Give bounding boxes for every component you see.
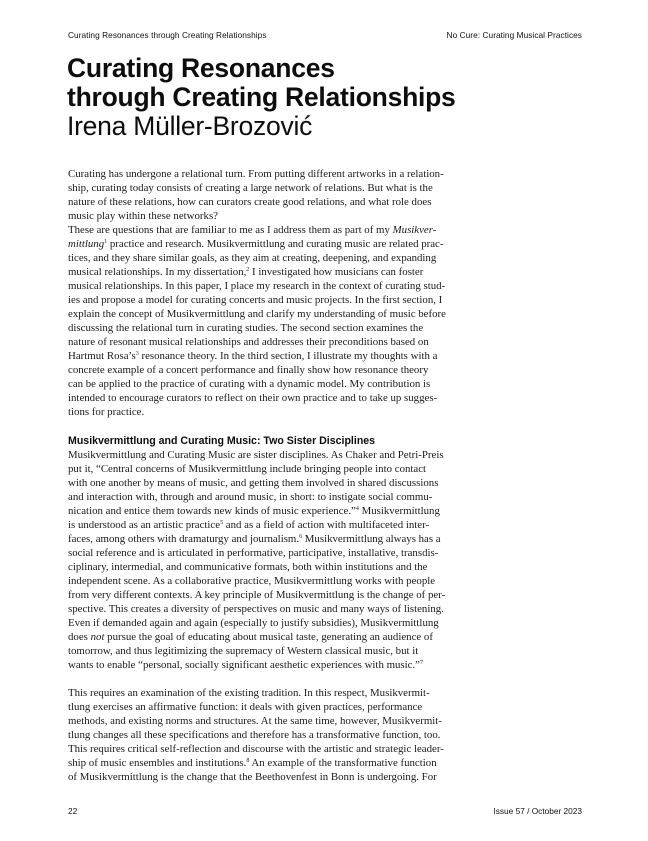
article-body bbox=[68, 167, 460, 784]
page-number: 22 bbox=[68, 806, 78, 816]
paragraph-line bbox=[68, 476, 460, 490]
paragraph-line bbox=[68, 223, 460, 237]
paragraph-line bbox=[68, 363, 460, 377]
line-text: with one another by means of music, and getting them involved in shared discussions bbox=[68, 477, 439, 489]
line-text: pursue the goal of educating about musical taste, generating an audience of bbox=[104, 631, 433, 643]
paragraph-line bbox=[68, 265, 460, 279]
paragraph-line bbox=[68, 237, 460, 251]
line-text: An example of the transformative function bbox=[249, 757, 437, 769]
line-text: This requires critical self-reflection and discourse with the artistic and strategic leader- bbox=[68, 743, 444, 755]
italic-term: not bbox=[90, 631, 105, 643]
paragraph-line bbox=[68, 574, 460, 588]
line-text: Hartmut Rosa’s bbox=[68, 350, 136, 362]
line-text: Musikvermittlung always has a bbox=[302, 533, 441, 545]
paragraph-line bbox=[68, 756, 460, 770]
paragraph-line bbox=[68, 700, 460, 714]
line-text: put it, “Central concerns of Musikvermittlung include bringing people into contact bbox=[68, 463, 427, 475]
line-text: intended to encourage curators to reflect on their own practice and to take up sugges- bbox=[68, 392, 438, 404]
paragraph-line bbox=[68, 546, 460, 560]
paragraph-line bbox=[68, 349, 460, 363]
paragraph-line bbox=[68, 448, 460, 462]
title-block bbox=[67, 54, 567, 141]
article-title-line-2: through Creating Relationships bbox=[67, 82, 456, 112]
paragraph-line bbox=[68, 167, 460, 181]
footnote-ref: 4 bbox=[355, 506, 359, 512]
line-text: Musikvermittlung bbox=[358, 505, 440, 517]
paragraph-line bbox=[68, 686, 460, 700]
paragraph-line bbox=[68, 770, 460, 784]
line-text: I investigated how musicians can foster bbox=[249, 266, 424, 278]
footnote-ref: 6 bbox=[299, 534, 303, 540]
issue-info: Issue 57 / October 2023 bbox=[493, 806, 582, 816]
footnote-ref: 1 bbox=[104, 239, 108, 245]
italic-term: Musikver- bbox=[392, 224, 437, 236]
line-text: social reference and is articulated in performative, participative, installative, transdis- bbox=[68, 547, 439, 559]
line-text: Curating has undergone a relational turn. From putting different artworks in a relation- bbox=[68, 168, 444, 180]
line-text: music play within these networks? bbox=[68, 210, 218, 222]
paragraph-line bbox=[68, 490, 460, 504]
line-text: does bbox=[68, 631, 91, 643]
line-text: ship, curating today consists of creating a large network of relations. But what is the bbox=[68, 182, 433, 194]
line-text: faces, among others with dramaturgy and journalism. bbox=[68, 533, 300, 545]
paragraph-line bbox=[68, 714, 460, 728]
paragraph-line bbox=[68, 742, 460, 756]
line-text: musical relationships. In my dissertation, bbox=[68, 266, 247, 278]
line-text: practice and research. Musikvermittlung and curating music are related prac- bbox=[107, 238, 444, 250]
paragraph-line bbox=[68, 335, 460, 349]
line-text: wants to enable “personal, socially significant aesthetic experiences with music.” bbox=[68, 659, 420, 671]
line-text: These are questions that are familiar to me as I address them as part of my bbox=[68, 224, 393, 236]
line-text: from very different contexts. A key principle of Musikvermittlung is the change of per- bbox=[68, 589, 446, 601]
paragraph-line bbox=[68, 532, 460, 546]
paragraph-line bbox=[68, 462, 460, 476]
line-text: musical relationships. In this paper, I place my research in the context of curating stud- bbox=[68, 280, 446, 292]
line-text: concrete example of a concert performance and finally show how resonance theory bbox=[68, 364, 429, 376]
paragraph-line bbox=[68, 279, 460, 293]
paragraph-line bbox=[68, 644, 460, 658]
line-text: tomorrow, and thus legitimizing the supremacy of Western classical music, but it bbox=[68, 645, 419, 657]
paragraph-line bbox=[68, 307, 460, 321]
paragraph-line bbox=[68, 209, 460, 223]
footnote-ref: 3 bbox=[135, 351, 139, 357]
paragraph-line bbox=[68, 251, 460, 265]
line-text: and as a field of action with multifaceted inter- bbox=[223, 519, 430, 531]
line-text: This requires an examination of the existing tradition. In this respect, Musikvermit- bbox=[68, 687, 430, 699]
paragraph-line bbox=[68, 181, 460, 195]
paragraph-line bbox=[68, 616, 460, 630]
line-text: tions for practice. bbox=[68, 406, 145, 418]
running-header-right: No Cure: Curating Musical Practices bbox=[446, 30, 582, 40]
paragraph-line bbox=[68, 391, 460, 405]
running-header-left: Curating Resonances through Creating Relationships bbox=[68, 30, 267, 40]
paragraph-line bbox=[68, 588, 460, 602]
line-text: spective. This creates a diversity of perspectives on music and many ways of listening. bbox=[68, 603, 444, 615]
line-text: nature of these relations, how can curators create good relations, and what role does bbox=[68, 196, 432, 208]
line-text: resonance theory. In the third section, I illustrate my thoughts with a bbox=[138, 350, 438, 362]
line-text: ies and propose a model for curating concerts and music projects. In the first section, I bbox=[68, 294, 443, 306]
footnote-ref: 2 bbox=[246, 267, 250, 273]
paragraph-line bbox=[68, 658, 460, 672]
footnote-ref: 5 bbox=[220, 520, 224, 526]
line-text: Even if demanded again and again (especially to justify subsidies), Musikvermittlung bbox=[68, 617, 439, 629]
line-text: tices, and they share similar goals, as they aim at creating, deepening, and expanding bbox=[68, 252, 437, 264]
article-title-line-1: Curating Resonances bbox=[67, 53, 335, 83]
paragraph-line bbox=[68, 195, 460, 209]
italic-term: mittlung bbox=[68, 238, 105, 250]
line-text: nature of resonant musical relationships and addresses their preconditions based on bbox=[68, 336, 429, 348]
paragraph-line bbox=[68, 321, 460, 335]
paragraph-line bbox=[68, 293, 460, 307]
line-text: ship of music ensembles and institutions. bbox=[68, 757, 247, 769]
paragraph-line bbox=[68, 518, 460, 532]
line-text: independent scene. As a collaborative practice, Musikvermittlung works with people bbox=[68, 575, 436, 587]
line-text: discussing the relational turn in curating studies. The second section examines the bbox=[68, 322, 424, 334]
author-name: Irena Müller-Brozović bbox=[67, 111, 313, 141]
line-text: ciplinary, intermedial, and communicative formats, both within institutions and the bbox=[68, 561, 428, 573]
line-text: can be applied to the practice of curating with a dynamic model. My contribution is bbox=[68, 378, 431, 390]
section-heading: Musikvermittlung and Curating Music: Two Sister Disciplines bbox=[68, 435, 376, 447]
paragraph-line bbox=[68, 377, 460, 391]
paragraph-line bbox=[68, 405, 460, 419]
footnote-ref: 7 bbox=[420, 660, 423, 666]
line-text: and interaction with, through and around music, in short: to instigate social commu- bbox=[68, 491, 433, 503]
line-text: tlung changes all these specifications and therefore has a transformative function, too. bbox=[68, 729, 441, 741]
line-text: is understood as an artistic practice bbox=[68, 519, 221, 531]
line-text: nication and entice them towards new kinds of music experience.” bbox=[68, 505, 356, 517]
paragraph-line bbox=[68, 602, 460, 616]
paragraph-line bbox=[68, 560, 460, 574]
footnote-ref: 8 bbox=[246, 758, 250, 764]
paragraph-line bbox=[68, 728, 460, 742]
line-text: Musikvermittlung and Curating Music are sister disciplines. As Chaker and Petri-Preis bbox=[68, 449, 444, 461]
paragraph-line bbox=[68, 630, 460, 644]
paragraph-line bbox=[68, 504, 460, 518]
line-text: tlung exercises an affirmative function: it deals with given practices, performance bbox=[68, 701, 423, 713]
line-text: explain the concept of Musikvermittlung and clarify my understanding of music before bbox=[68, 308, 446, 320]
line-text: methods, and existing norms and structures. At the same time, however, Musikvermit- bbox=[68, 715, 442, 727]
line-text: of Musikvermittlung is the change that the Beethovenfest in Bonn is undergoing. For bbox=[68, 771, 437, 783]
